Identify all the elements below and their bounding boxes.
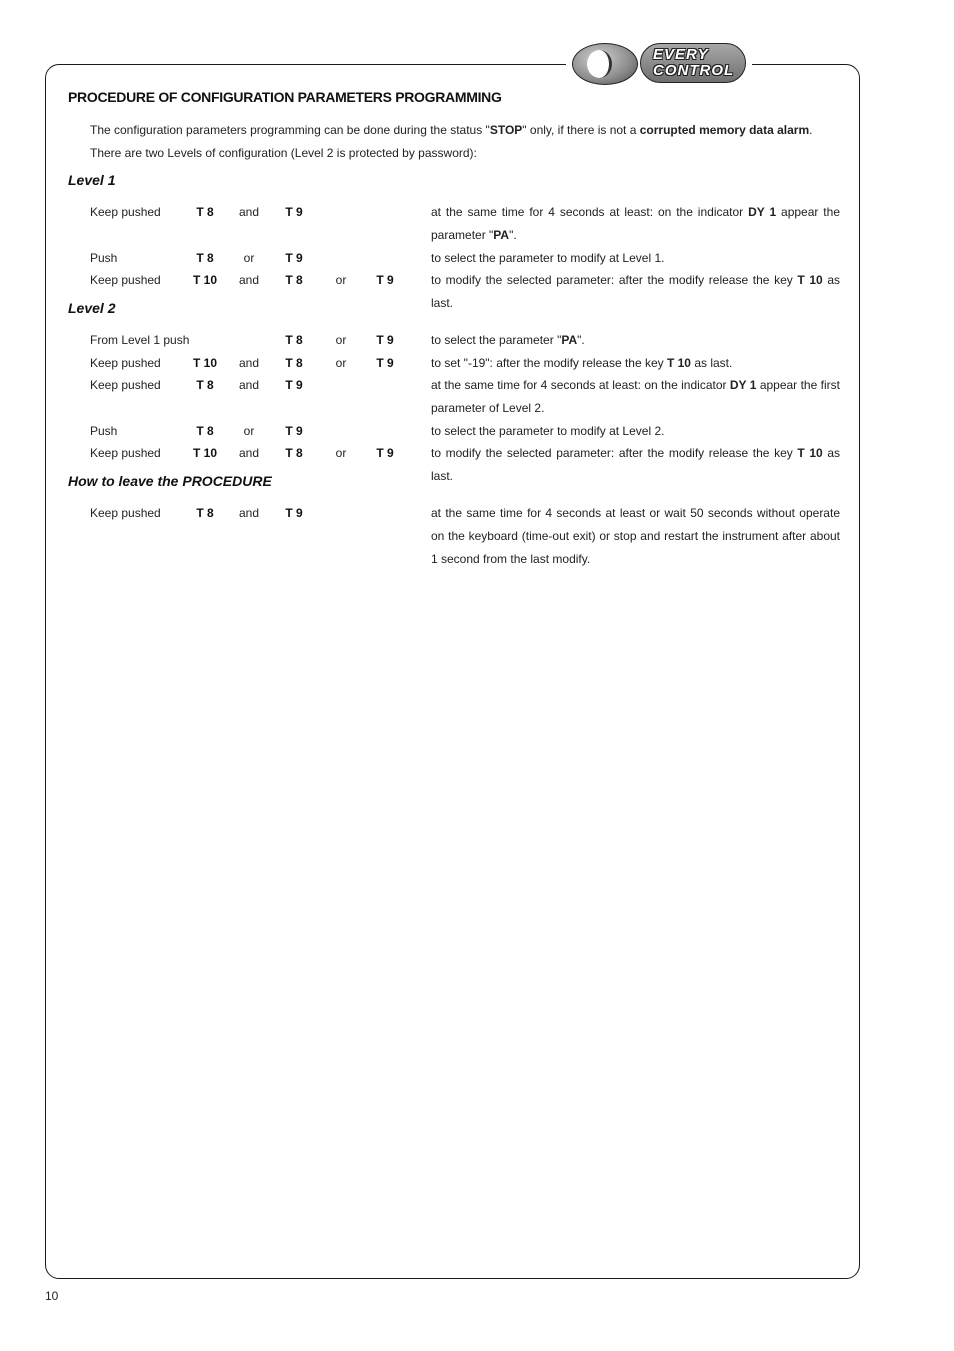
row-description: at the same time for 4 seconds at least: on the indicator DY 1 appear the parameter "PA". [431,205,840,242]
row-description: to modify the selected parameter: after the modify release the key T 10 as last. [431,273,841,310]
procedure-row: Keep pushed T 10 and T 8 or T 9 to set "-19": after the modify release the key T 10 as last. [0,352,954,398]
intro-paragraph-2: There are two Levels of configuration (Level 2 is protected by password): [90,146,477,160]
logo-emblem-icon [572,43,638,85]
logo-line-1: EVERY [653,46,709,63]
row-description: to select the parameter to modify at Level 1. [431,251,665,265]
section-title-level-2: Level 2 [68,300,116,316]
intro-paragraph-1: The configuration parameters programming can be done during the status "STOP" only, if there is not a corrupted memory data alarm. [90,123,813,137]
procedure-row: Push T 8 or T 9 to select the parameter to modify at Level 2. [0,420,954,466]
logo-line-2: CONTROL [653,62,735,79]
procedure-row: Keep pushed T 8 and T 9 at the same time for 4 seconds at least: on the indicator DY 1 appear the parameter "PA". [0,201,954,247]
row-description: at the same time for 4 seconds at least or wait 50 seconds without operate on the keyboard (time-out exit) or stop and restart the instrument after about 1 second from the last modify. [431,506,840,566]
procedure-row: Keep pushed T 10 and T 8 or T 9 to modify the selected parameter: after the modify release the key T 10 as last. [0,269,954,315]
every-control-logo [572,43,748,85]
row-description: to set "-19": after the modify release the key T 10 as last. [431,356,733,370]
logo-wordmark [640,43,746,83]
row-description: to modify the selected parameter: after the modify release the key T 10 as last. [431,446,841,483]
section-title-level-1: Level 1 [68,172,116,188]
procedure-row: From Level 1 push T 8 or T 9 to select the parameter "PA". [0,329,954,375]
page-heading: PROCEDURE OF CONFIGURATION PARAMETERS PROGRAMMING [68,89,502,105]
procedure-row: Keep pushed T 8 and T 9 at the same time for 4 seconds at least: on the indicator DY 1 appear the first parameter of Level 2. [0,374,954,420]
procedure-row: Keep pushed T 10 and T 8 or T 9 to modify the selected parameter: after the modify release the key T 10 as last. [0,442,954,488]
page-number: 10 [45,1289,59,1303]
procedure-row: Keep pushed T 8 and T 9 at the same time for 4 seconds at least or wait 50 seconds without operate on the keyboard (time-out exit) or stop and restart the instrument after about 1 second from the last modify. [0,502,954,572]
row-description: to select the parameter to modify at Level 2. [431,424,665,438]
procedure-row: Push T 8 or T 9 to select the parameter to modify at Level 1. [0,247,954,293]
row-description: to select the parameter "PA". [431,333,585,347]
section-title-leave: How to leave the PROCEDURE [68,473,272,489]
intro-text [90,119,840,165]
row-description: at the same time for 4 seconds at least: on the indicator DY 1 appear the first parameter of Level 2. [431,378,840,415]
